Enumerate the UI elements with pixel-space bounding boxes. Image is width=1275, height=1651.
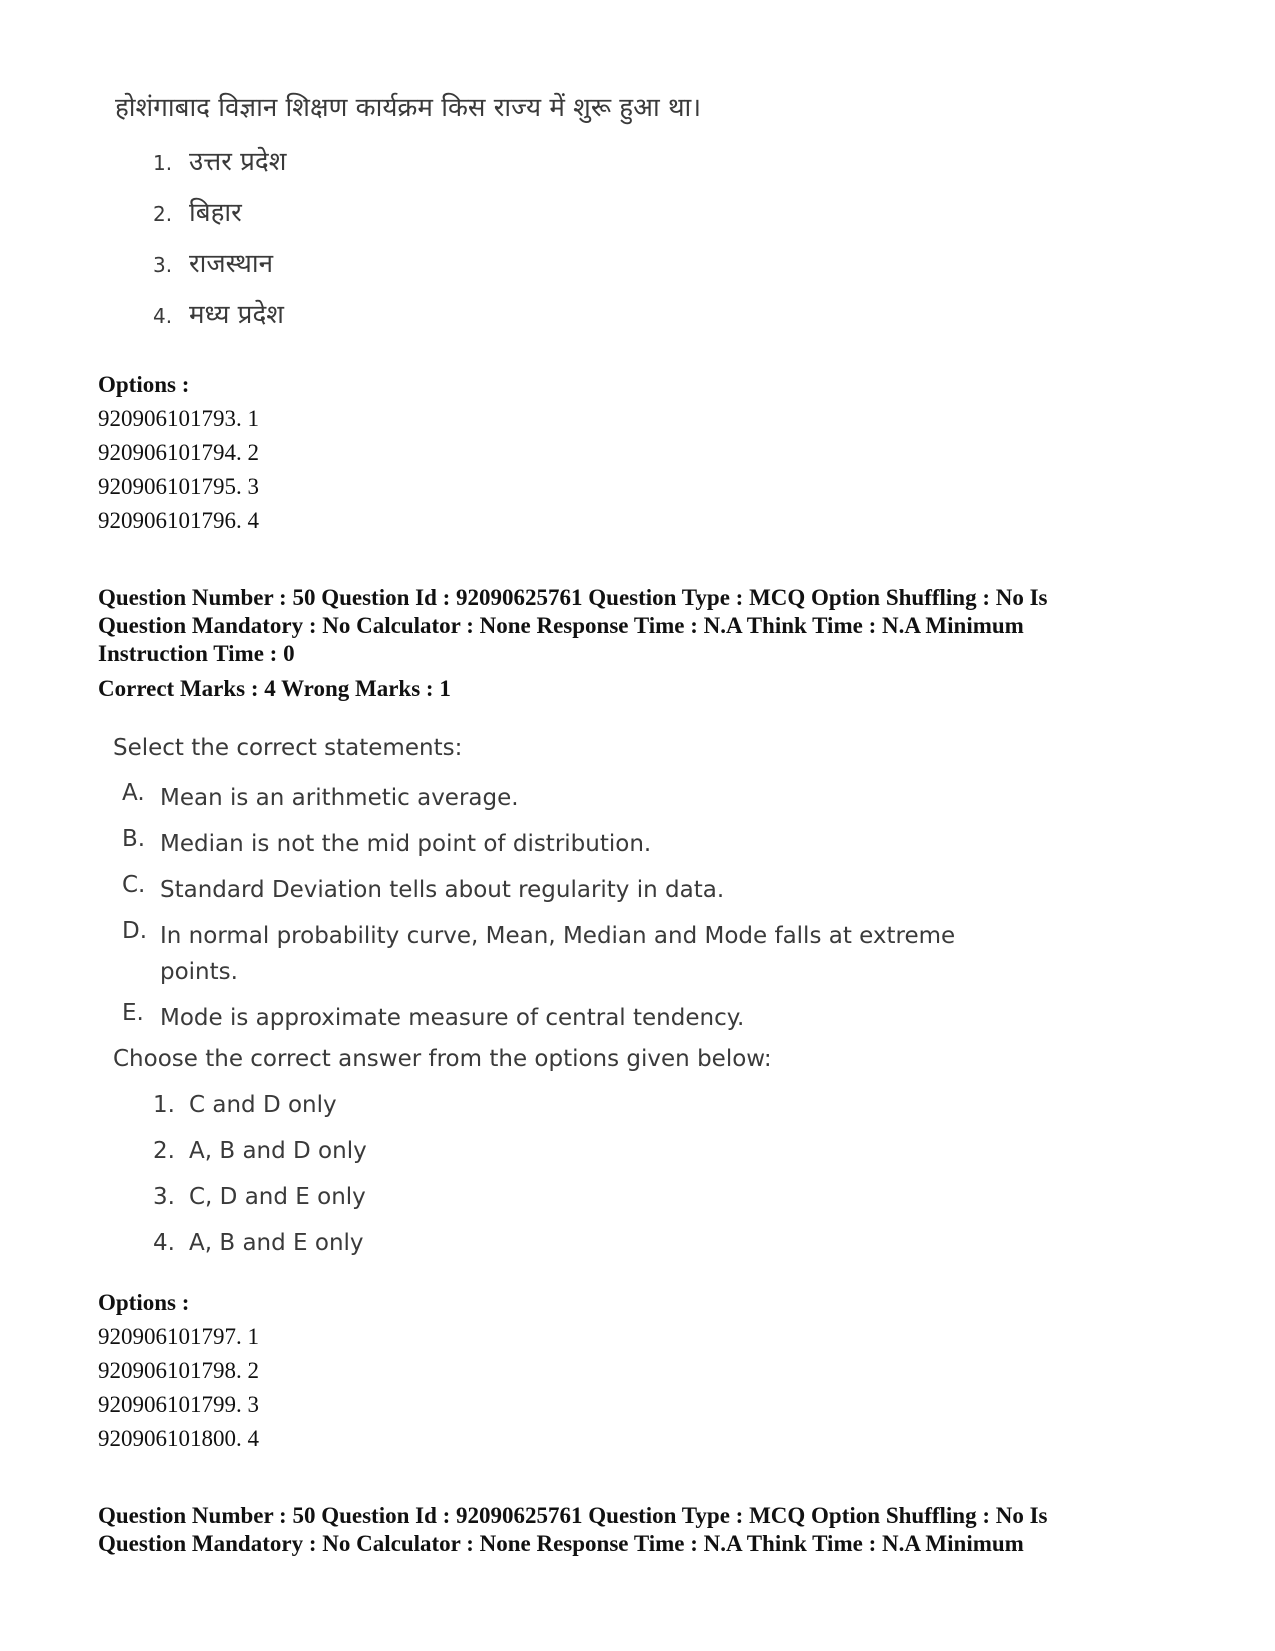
choice-text: मध्य प्रदेश — [189, 300, 284, 330]
choice-text: A, B and D only — [189, 1138, 367, 1164]
choice-2 — [153, 1138, 367, 1164]
statement-label: E. — [122, 1000, 144, 1026]
option-id: 920906101795. 3 — [98, 474, 259, 499]
choice-1 — [153, 142, 286, 178]
option-id: 920906101800. 4 — [98, 1426, 259, 1451]
choice-number: 1. — [153, 151, 173, 175]
meta-line: Question Mandatory : No Calculator : None Response Time : N.A Think Time : N.A Minimum — [98, 1531, 1024, 1556]
choice-number: 3. — [153, 253, 173, 277]
question-text-hindi: होशंगाबाद विज्ञान शिक्षण कार्यक्रम किस राज्य में शुरू हुआ था। — [115, 93, 702, 123]
choice-2 — [153, 193, 242, 229]
choice-4 — [153, 1230, 364, 1256]
statement-label: D. — [122, 918, 148, 944]
options-heading: Options : — [98, 372, 190, 397]
options-list-q2 — [98, 1286, 259, 1456]
choice-number: 4. — [153, 304, 173, 328]
statement-text: Mean is an arithmetic average. — [160, 785, 519, 811]
meta-line: Question Mandatory : No Calculator : None Response Time : N.A Think Time : N.A Minimum — [98, 613, 1024, 638]
option-id: 920906101796. 4 — [98, 508, 259, 533]
option-id: 920906101799. 3 — [98, 1392, 259, 1417]
choice-3 — [153, 1184, 366, 1210]
choice-text: C, D and E only — [189, 1184, 366, 1210]
choice-4 — [153, 295, 284, 331]
option-id: 920906101794. 2 — [98, 440, 259, 465]
marks-line: Correct Marks : 4 Wrong Marks : 1 — [98, 676, 451, 701]
statement-text: Standard Deviation tells about regularity in data. — [160, 877, 725, 903]
choice-1 — [153, 1092, 337, 1118]
options-heading: Options : — [98, 1290, 190, 1315]
choose-instruction: Choose the correct answer from the options given below: — [113, 1046, 772, 1072]
question-meta — [98, 1502, 1198, 1558]
question-meta — [98, 584, 1198, 668]
meta-line: Question Number : 50 Question Id : 92090625761 Question Type : MCQ Option Shuffling : No Is — [98, 1503, 1048, 1528]
choice-text: A, B and E only — [189, 1230, 364, 1256]
statement-text: points. — [160, 959, 238, 985]
choice-text: उत्तर प्रदेश — [189, 147, 287, 177]
choice-number: 2. — [153, 202, 173, 226]
meta-line: Question Number : 50 Question Id : 92090625761 Question Type : MCQ Option Shuffling : No Is — [98, 585, 1048, 610]
option-id: 920906101798. 2 — [98, 1358, 259, 1383]
choice-number: 2. — [153, 1138, 175, 1164]
statement-text: Mode is approximate measure of central tendency. — [160, 1005, 745, 1031]
choice-text: बिहार — [189, 198, 242, 228]
statement-text: In normal probability curve, Mean, Median and Mode falls at extreme — [160, 923, 956, 949]
choice-3 — [153, 244, 273, 280]
statement-label: C. — [122, 872, 146, 898]
meta-line: Instruction Time : 0 — [98, 641, 295, 666]
option-id: 920906101797. 1 — [98, 1324, 259, 1349]
statement-label: B. — [122, 826, 146, 852]
statement-label: A. — [122, 780, 145, 806]
choice-number: 3. — [153, 1184, 175, 1210]
statement-text: Median is not the mid point of distribution. — [160, 831, 652, 857]
choice-number: 4. — [153, 1230, 175, 1256]
choice-text: C and D only — [189, 1092, 337, 1118]
question-prompt: Select the correct statements: — [113, 735, 463, 761]
option-id: 920906101793. 1 — [98, 406, 259, 431]
options-list-q1 — [98, 368, 259, 538]
choice-number: 1. — [153, 1092, 175, 1118]
choice-text: राजस्थान — [189, 249, 274, 279]
